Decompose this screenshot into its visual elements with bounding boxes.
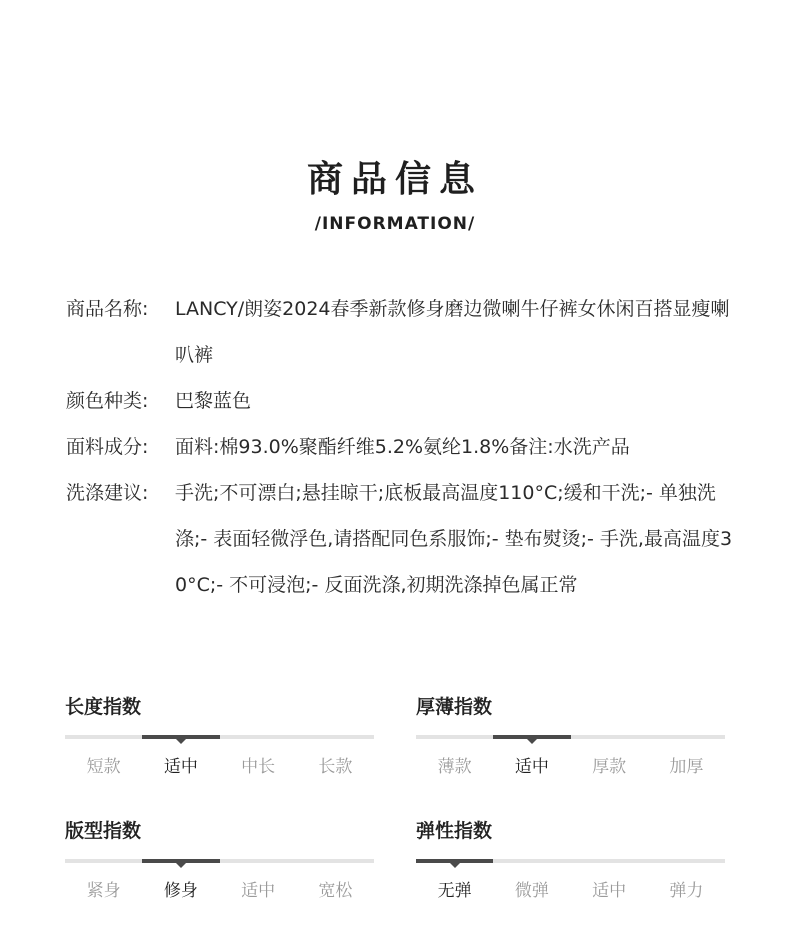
elasticity-index bbox=[416, 817, 725, 903]
index-option: 加厚 bbox=[669, 757, 704, 777]
info-row-fabric bbox=[66, 424, 736, 470]
index-scale-marker bbox=[142, 859, 219, 863]
index-option: 长款 bbox=[318, 757, 353, 777]
index-option: 弹力 bbox=[669, 881, 704, 901]
index-option: 短款 bbox=[86, 757, 121, 777]
info-row-color bbox=[66, 378, 736, 424]
index-scale-track bbox=[416, 735, 725, 739]
index-scale-track bbox=[65, 859, 374, 863]
info-row-name bbox=[66, 286, 736, 378]
info-value: LANCY/朗姿2024春季新款修身磨边微喇牛仔裤女休闲百搭显瘦喇叭裤 bbox=[175, 298, 730, 366]
index-option: 厚款 bbox=[592, 757, 627, 777]
index-option: 宽松 bbox=[318, 881, 353, 901]
index-title: 厚薄指数 bbox=[416, 696, 493, 718]
index-scale-track bbox=[416, 859, 725, 863]
index-scale-labels bbox=[65, 755, 374, 779]
index-option: 修身 bbox=[163, 881, 198, 901]
index-scale-labels bbox=[65, 879, 374, 903]
index-title: 长度指数 bbox=[65, 696, 142, 718]
index-option: 适中 bbox=[514, 757, 549, 777]
info-label: 商品名称: bbox=[66, 298, 149, 320]
index-title: 版型指数 bbox=[65, 820, 142, 842]
info-label: 面料成分: bbox=[66, 436, 149, 458]
index-scale-labels bbox=[416, 755, 725, 779]
index-scale-track bbox=[65, 735, 374, 739]
info-label: 颜色种类: bbox=[66, 390, 149, 412]
index-option: 适中 bbox=[163, 757, 198, 777]
index-option: 适中 bbox=[592, 881, 627, 901]
index-scale-labels bbox=[416, 879, 725, 903]
page-subtitle: /INFORMATION/ bbox=[314, 214, 476, 234]
info-label: 洗涤建议: bbox=[66, 482, 149, 504]
index-scale-marker bbox=[142, 735, 219, 739]
info-value: 面料:棉93.0%聚酯纤维5.2%氨纶1.8%备注:水洗产品 bbox=[175, 436, 630, 458]
index-scale-marker bbox=[416, 859, 493, 863]
index-option: 适中 bbox=[241, 881, 276, 901]
index-option: 中长 bbox=[241, 757, 276, 777]
index-option: 无弹 bbox=[437, 881, 472, 901]
info-value: 手洗;不可漂白;悬挂晾干;底板最高温度110°C;缓和干洗;- 单独洗涤;- 表面轻微浮色,请搭配同色系服饰;- 垫布熨烫;- 手洗,最高温度30°C;- 不可浸泡;- 反面洗涤,初期洗涤掉色属正常 bbox=[175, 482, 733, 596]
info-value: 巴黎蓝色 bbox=[175, 390, 252, 412]
thickness-index bbox=[416, 693, 725, 779]
index-option: 薄款 bbox=[437, 757, 472, 777]
index-scale-marker bbox=[493, 735, 570, 739]
product-info-list bbox=[66, 286, 736, 608]
index-option: 紧身 bbox=[86, 881, 121, 901]
length-index bbox=[65, 693, 374, 779]
fit-index bbox=[65, 817, 374, 903]
page-title: 商品信息 bbox=[306, 159, 483, 200]
index-option: 微弹 bbox=[514, 881, 549, 901]
info-row-washing bbox=[66, 470, 736, 608]
index-title: 弹性指数 bbox=[416, 820, 493, 842]
